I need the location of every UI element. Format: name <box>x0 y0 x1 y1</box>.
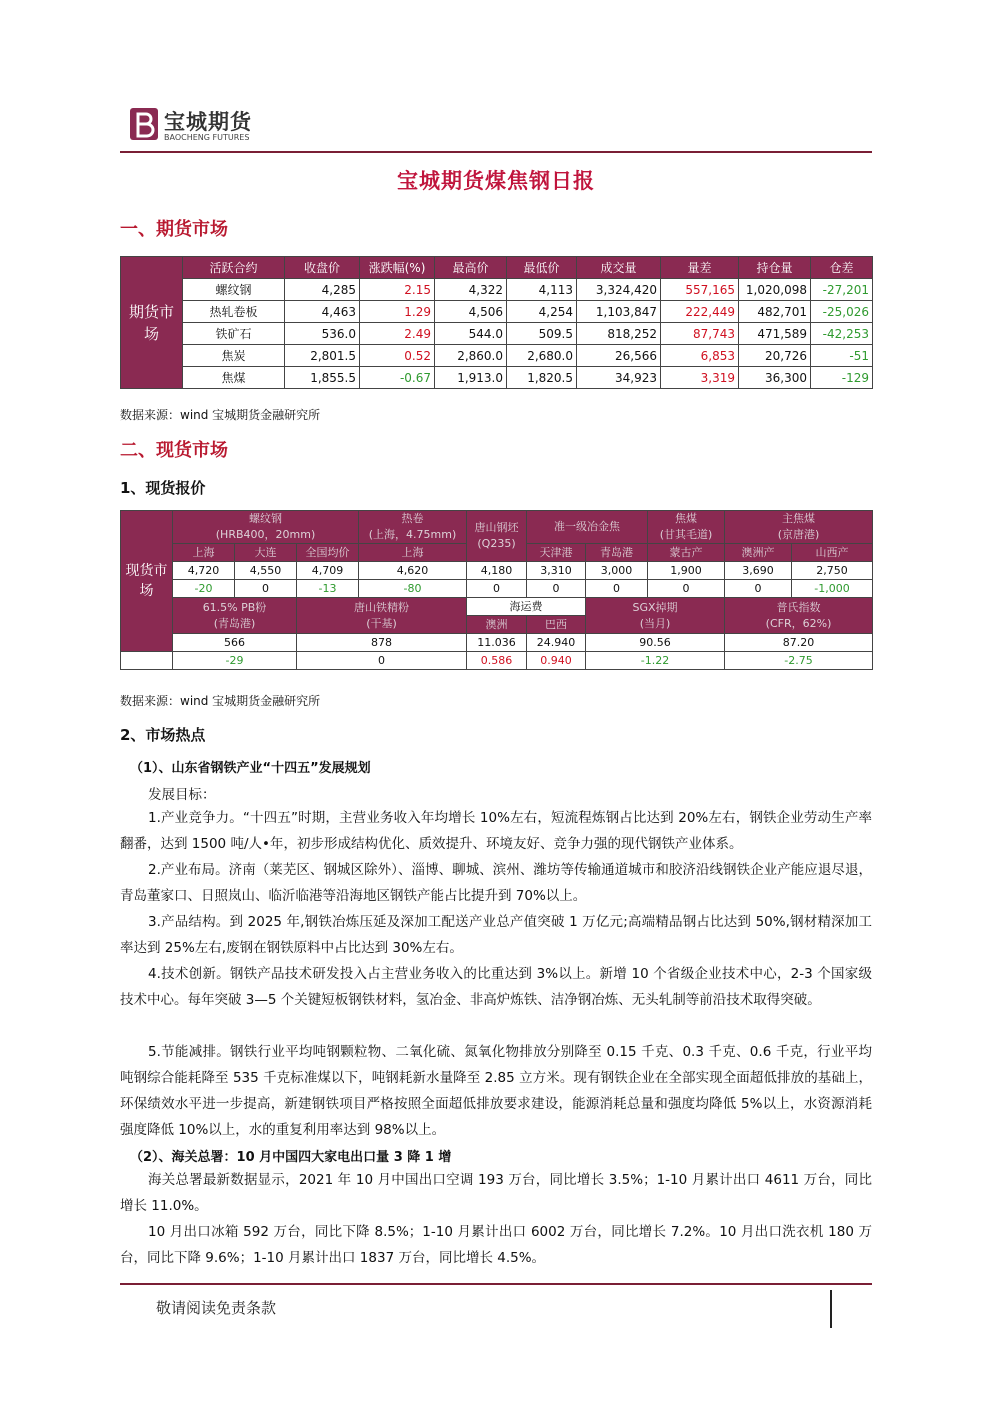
platts-index-label: 普氏指数 <box>776 600 821 614</box>
col-oi-diff: 仓差 <box>811 257 873 279</box>
volume-diff: 3,319 <box>661 367 739 389</box>
sub-mongolia: 蒙古产 <box>648 544 725 562</box>
change-cell: 0.940 <box>527 652 586 670</box>
contract-name: 焦炭 <box>183 345 285 367</box>
close-price: 2,801.5 <box>285 345 360 367</box>
sub-australia: 澳洲产 <box>725 544 792 562</box>
tangshan-concentrate-spec: (干基) <box>366 616 397 630</box>
billet-group-header <box>467 511 527 562</box>
disclaimer-note: 敬请阅读免责条款 <box>156 1299 277 1317</box>
change-cell: -29 <box>173 652 297 670</box>
coking-coal-spec: (甘其毛道) <box>659 528 713 541</box>
table-row <box>121 279 873 301</box>
change-pct: -0.67 <box>360 367 435 389</box>
high-price: 1,913.0 <box>435 367 507 389</box>
logo-subtitle: BAOCHENG FUTURES <box>164 133 250 142</box>
oi-diff: -129 <box>811 367 873 389</box>
spot-table <box>120 510 873 670</box>
sgx-swap-spec: (当月) <box>639 616 671 630</box>
news1-lead: 发展目标： <box>148 787 216 803</box>
paragraph-layout: 2.产业布局。济南（莱芜区、钢城区除外）、淄博、聊城、滨州、潍坊等传输通道城市和胶济沿线钢铁企业产能应退尽退，青岛董家口、日照岚山、临沂临港等沿海地区钢铁产能占比提升到 70%以上。 <box>120 862 872 904</box>
paragraph-product-structure: 3.产品结构。到 2025 年,钢铁冶炼压延及深加工配送产业总产值突破 1 万亿元;高端精品钢占比达到 50%,钢材精深加工率达到 25%左右,废钢在钢铁原料中占比达到 30%左右。 <box>120 914 872 956</box>
change-pct: 2.15 <box>360 279 435 301</box>
sgx-swap-label: SGX掉期 <box>632 600 678 614</box>
main-coal-label: 主焦煤 <box>782 512 816 525</box>
low-price: 509.5 <box>507 323 577 345</box>
volume-diff: 557,165 <box>661 279 739 301</box>
price-cell: 3,310 <box>527 562 586 580</box>
table-row <box>121 634 873 652</box>
col-low: 最低价 <box>507 257 577 279</box>
volume-diff: 87,743 <box>661 323 739 345</box>
sub-national-avg: 全国均价 <box>297 544 359 562</box>
pb-fines-label: 61.5% PB粉 <box>202 600 267 614</box>
high-price: 544.0 <box>435 323 507 345</box>
table-row <box>121 367 873 389</box>
sub-hrc-shanghai: 上海 <box>359 544 467 562</box>
coking-coal-label: 焦煤 <box>675 512 698 525</box>
table-row <box>121 345 873 367</box>
change-pct: 2.49 <box>360 323 435 345</box>
oi-diff: -25,026 <box>811 301 873 323</box>
sub-tianjin: 天津港 <box>527 544 586 562</box>
paragraph-competitiveness: 1.产业竞争力。“十四五”时期，主营业务收入年均增长 10%左右，短流程炼钢占比达到 20%左右，钢铁企业劳动生产率翻番，达到 1500 吨/人•年，初步形成结构优化、质效提升、环境友好、竞争力强的现代钢铁产业体系。 <box>120 810 872 852</box>
sub-qingdao: 青岛港 <box>586 544 648 562</box>
paragraph-ac-exports: 海关总署最新数据显示，2021 年 10 月中国出口空调 193 万台，同比增长 3.5%；1-10 月累计出口 4611 万台，同比增长 11.0%。 <box>120 1172 872 1214</box>
price-cell: 4,620 <box>359 562 467 580</box>
spot-quotes-heading: 1、现货报价 <box>120 479 206 497</box>
col-contract: 活跃合约 <box>183 257 285 279</box>
change-cell: -20 <box>173 580 235 598</box>
sub-shanxi: 山西产 <box>792 544 873 562</box>
change-cell: -1.22 <box>586 652 725 670</box>
sub-shanghai: 上海 <box>173 544 235 562</box>
open-interest: 36,300 <box>739 367 811 389</box>
contract-name: 焦煤 <box>183 367 285 389</box>
high-price: 2,860.0 <box>435 345 507 367</box>
price-cell: 4,709 <box>297 562 359 580</box>
change-cell: 0 <box>586 580 648 598</box>
price-cell: 3,000 <box>586 562 648 580</box>
hrc-label: 热卷 <box>401 512 424 525</box>
change-cell: 0 <box>725 580 792 598</box>
price-cell: 4,550 <box>235 562 297 580</box>
high-price: 4,322 <box>435 279 507 301</box>
pb-fines-header <box>173 598 297 634</box>
volume: 34,923 <box>577 367 661 389</box>
volume: 3,324,420 <box>577 279 661 301</box>
main-coal-spec: (京唐港) <box>777 528 820 541</box>
sub-freight-brazil: 巴西 <box>527 616 586 634</box>
volume: 818,252 <box>577 323 661 345</box>
change-cell: 0 <box>297 652 467 670</box>
contract-name: 热轧卷板 <box>183 301 285 323</box>
price-cell: 2,750 <box>792 562 873 580</box>
change-cell: -13 <box>297 580 359 598</box>
futures-header-row <box>121 257 873 279</box>
col-volume-diff: 量差 <box>661 257 739 279</box>
open-interest: 20,726 <box>739 345 811 367</box>
change-cell: 0 <box>235 580 297 598</box>
table-row <box>121 323 873 345</box>
logo-name: 宝城期货 <box>164 110 252 134</box>
hrc-group-header <box>359 511 467 544</box>
table-row <box>121 580 873 598</box>
news1-title: （1）、山东省钢铁产业“十四五”发展规划 <box>130 761 371 776</box>
price-cell: 3,690 <box>725 562 792 580</box>
oi-diff: -27,201 <box>811 279 873 301</box>
open-interest: 1,020,098 <box>739 279 811 301</box>
freight-header: 海运费 <box>467 598 586 616</box>
change-cell: -2.75 <box>725 652 873 670</box>
oi-diff: -42,253 <box>811 323 873 345</box>
price-cell: 90.56 <box>586 634 725 652</box>
volume: 26,566 <box>577 345 661 367</box>
price-cell: 11.036 <box>467 634 527 652</box>
document-title: 宝城期货煤焦钢日报 <box>397 169 595 193</box>
change-cell: -1,000 <box>792 580 873 598</box>
low-price: 4,254 <box>507 301 577 323</box>
spot-side-label: 现货市场 <box>121 511 173 652</box>
billet-label: 唐山钢坯 <box>474 521 519 534</box>
section-futures-title: 一、期货市场 <box>120 219 228 240</box>
volume-diff: 6,853 <box>661 345 739 367</box>
contract-name: 螺纹钢 <box>183 279 285 301</box>
news2-title: （2）、海关总署：10 月中国四大家电出口量 3 降 1 增 <box>130 1150 452 1165</box>
market-hotspot-heading: 2、市场热点 <box>120 726 206 744</box>
contract-name: 铁矿石 <box>183 323 285 345</box>
close-price: 4,463 <box>285 301 360 323</box>
col-change-pct: 涨跌幅(%) <box>360 257 435 279</box>
col-volume: 成交量 <box>577 257 661 279</box>
billet-spec: (Q235) <box>477 537 516 550</box>
rebar-spec: (HRB400，20mm) <box>215 528 316 541</box>
section-spot-title: 二、现货市场 <box>120 440 228 461</box>
change-cell: -80 <box>359 580 467 598</box>
low-price: 4,113 <box>507 279 577 301</box>
futures-side-label: 期货市场 <box>121 257 183 389</box>
coke-group-header: 准一级冶金焦 <box>527 511 648 544</box>
main-coal-group-header <box>725 511 873 544</box>
sub-freight-australia: 澳洲 <box>467 616 527 634</box>
price-cell: 1,900 <box>648 562 725 580</box>
paragraph-energy-saving: 5.节能减排。钢铁行业平均吨钢颗粒物、二氧化硫、氮氧化物排放分别降至 0.15 千克、0.3 千克、0.6 千克，行业平均吨钢综合能耗降至 535 千克标准煤以下，吨钢耗新水量降至 2.85 立方米。现有钢铁企业在全部实现全面超低排放的基础上，环保绩效水平进一步提高，新建钢铁项目严格按照全面超低排放要求建设，能源消耗总量和强度均降低 5%以上，水资源消耗强度降低 10%以上，水的重复利用率达到 98%以上。 <box>120 1044 872 1138</box>
sgx-swap-header <box>586 598 725 634</box>
change-pct: 0.52 <box>360 345 435 367</box>
col-high: 最高价 <box>435 257 507 279</box>
price-cell: 4,720 <box>173 562 235 580</box>
futures-table <box>120 256 873 389</box>
tangshan-concentrate-label: 唐山铁精粉 <box>354 600 409 614</box>
close-price: 4,285 <box>285 279 360 301</box>
coking-coal-group-header <box>648 511 725 544</box>
table-row <box>121 301 873 323</box>
open-interest: 482,701 <box>739 301 811 323</box>
tangshan-concentrate-header <box>297 598 467 634</box>
platts-index-spec: (CFR，62%) <box>765 616 832 630</box>
price-cell: 4,180 <box>467 562 527 580</box>
price-cell: 878 <box>297 634 467 652</box>
table-row <box>121 652 873 670</box>
footer-divider <box>120 1283 872 1285</box>
close-price: 1,855.5 <box>285 367 360 389</box>
price-cell: 566 <box>173 634 297 652</box>
hrc-spec: (上海，4.75mm) <box>368 528 457 541</box>
paragraph-tech-innovation: 4.技术创新。钢铁产品技术研发投入占主营业务收入的比重达到 3%以上。新增 10 个省级企业技术中心，2-3 个国家级技术中心。每年突破 3—5 个关键短板钢铁材料，氢冶金、非高炉炼铁、洁净钢冶炼、无头轧制等前沿技术取得突破。 <box>120 966 872 1008</box>
change-cell: 0.586 <box>467 652 527 670</box>
low-price: 2,680.0 <box>507 345 577 367</box>
volume-diff: 222,449 <box>661 301 739 323</box>
header-divider <box>120 151 872 153</box>
volume: 1,103,847 <box>577 301 661 323</box>
change-cell: 0 <box>527 580 586 598</box>
change-pct: 1.29 <box>360 301 435 323</box>
oi-diff: -51 <box>811 345 873 367</box>
rebar-label: 螺纹钢 <box>249 512 282 525</box>
col-close: 收盘价 <box>285 257 360 279</box>
change-cell: 0 <box>467 580 527 598</box>
paragraph-fridge-washer-exports: 10 月出口冰箱 592 万台，同比下降 8.5%；1-10 月累计出口 6002 万台，同比增长 7.2%。10 月出口洗衣机 180 万台，同比下降 9.6%；1-10 月累计出口 1837 万台，同比增长 4.5%。 <box>120 1224 872 1266</box>
price-cell: 24.940 <box>527 634 586 652</box>
sub-dalian: 大连 <box>235 544 297 562</box>
futures-data-source: 数据来源：wind 宝城期货金融研究所 <box>120 408 321 422</box>
change-cell: 0 <box>648 580 725 598</box>
pb-fines-spec: (青岛港) <box>213 616 256 630</box>
price-cell: 87.20 <box>725 634 873 652</box>
open-interest: 471,589 <box>739 323 811 345</box>
logo-b-icon <box>128 106 160 142</box>
low-price: 1,820.5 <box>507 367 577 389</box>
spot-data-source: 数据来源：wind 宝城期货金融研究所 <box>120 694 321 708</box>
rebar-group-header <box>173 511 359 544</box>
company-logo <box>128 104 258 144</box>
col-open-interest: 持仓量 <box>739 257 811 279</box>
high-price: 4,506 <box>435 301 507 323</box>
close-price: 536.0 <box>285 323 360 345</box>
table-row <box>121 562 873 580</box>
footer-vertical-bar <box>830 1290 832 1328</box>
platts-index-header <box>725 598 873 634</box>
